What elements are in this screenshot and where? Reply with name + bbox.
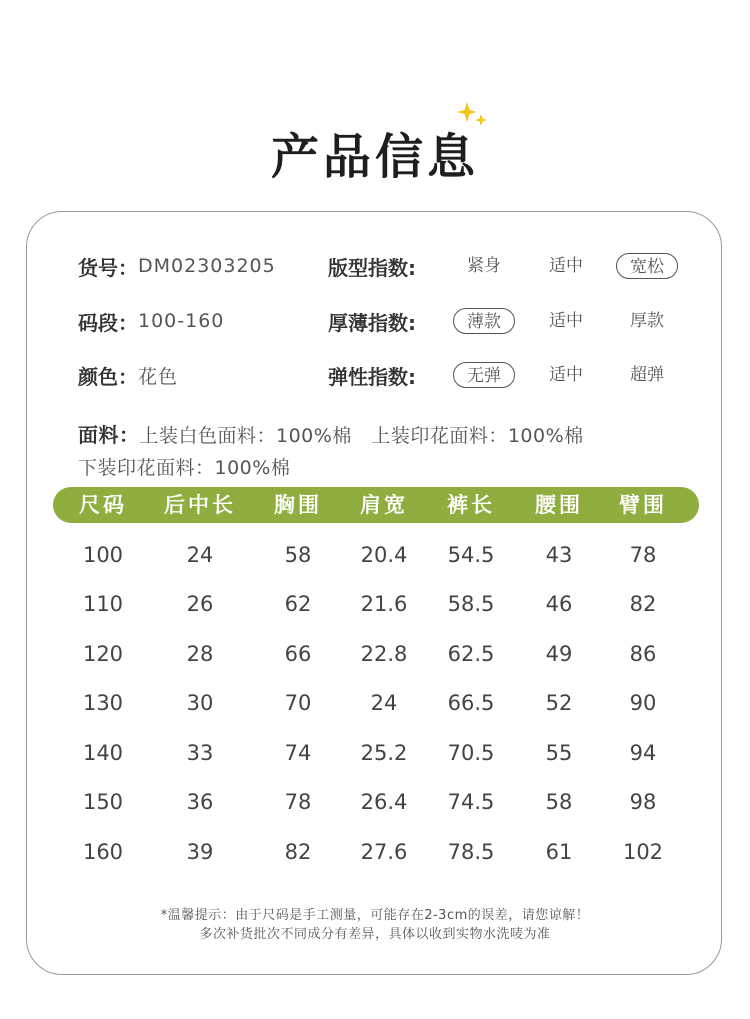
table-cell-shoulder: 27.6 bbox=[360, 840, 408, 864]
thickness-option-regular: 适中 bbox=[549, 311, 583, 331]
table-cell-arm: 102 bbox=[622, 840, 664, 864]
table-cell-chest: 74 bbox=[284, 741, 312, 765]
table-cell-chest: 70 bbox=[284, 691, 312, 715]
table-cell-size: 100 bbox=[82, 543, 124, 567]
size-range-row bbox=[78, 306, 224, 336]
size-range-value: 100-160 bbox=[138, 310, 225, 332]
table-cell-chest: 62 bbox=[284, 592, 312, 616]
thickness-index-row bbox=[328, 306, 416, 336]
table-cell-pants-length: 66.5 bbox=[447, 691, 495, 715]
table-cell-chest: 82 bbox=[284, 840, 312, 864]
item-no-value: DM02303205 bbox=[138, 255, 276, 277]
table-cell-back-length: 30 bbox=[186, 691, 214, 715]
table-cell-arm: 78 bbox=[629, 543, 657, 567]
fit-option-regular: 适中 bbox=[549, 256, 583, 276]
table-cell-size: 160 bbox=[82, 840, 124, 864]
table-cell-back-length: 24 bbox=[186, 543, 214, 567]
page-title: 产品信息 bbox=[270, 129, 479, 185]
fabric-label: 面料： bbox=[78, 423, 140, 447]
table-cell-pants-length: 58.5 bbox=[447, 592, 495, 616]
sparkle-icon bbox=[455, 100, 491, 132]
table-cell-size: 130 bbox=[82, 691, 124, 715]
header-size: 尺码 bbox=[79, 493, 127, 517]
table-cell-chest: 58 bbox=[284, 543, 312, 567]
table-cell-pants-length: 70.5 bbox=[447, 741, 495, 765]
table-cell-waist: 49 bbox=[545, 642, 573, 666]
table-cell-pants-length: 54.5 bbox=[447, 543, 495, 567]
table-cell-arm: 90 bbox=[629, 691, 657, 715]
color-row bbox=[78, 360, 178, 390]
fit-index-row bbox=[328, 251, 416, 281]
elasticity-index-label: 弹性指数: bbox=[328, 364, 416, 389]
elasticity-option-none-selected: 无弹 bbox=[453, 362, 515, 388]
table-cell-waist: 52 bbox=[545, 691, 573, 715]
table-cell-shoulder: 22.8 bbox=[360, 642, 408, 666]
table-cell-shoulder: 20.4 bbox=[360, 543, 408, 567]
fit-option-tight: 紧身 bbox=[467, 256, 501, 276]
fit-option-loose-selected: 宽松 bbox=[616, 253, 678, 279]
table-cell-back-length: 28 bbox=[186, 642, 214, 666]
table-cell-shoulder: 21.6 bbox=[360, 592, 408, 616]
table-cell-shoulder: 25.2 bbox=[360, 741, 408, 765]
color-value: 花色 bbox=[138, 365, 179, 388]
thickness-option-thin-selected: 薄款 bbox=[453, 308, 515, 334]
table-cell-arm: 86 bbox=[629, 642, 657, 666]
elasticity-index-row bbox=[328, 360, 416, 390]
header-arm: 臂围 bbox=[619, 493, 667, 517]
table-cell-shoulder: 24 bbox=[370, 691, 398, 715]
table-cell-waist: 46 bbox=[545, 592, 573, 616]
elasticity-option-regular: 适中 bbox=[549, 365, 583, 385]
table-cell-arm: 98 bbox=[629, 790, 657, 814]
fabric-line-1 bbox=[78, 419, 584, 448]
table-cell-size: 110 bbox=[82, 592, 124, 616]
item-no-label: 货号： bbox=[78, 255, 138, 280]
thickness-index-label: 厚薄指数: bbox=[328, 310, 416, 335]
header-shoulder: 肩宽 bbox=[360, 493, 408, 517]
elasticity-option-super: 超弹 bbox=[630, 365, 664, 385]
header-waist: 腰围 bbox=[535, 493, 583, 517]
header-back-length: 后中长 bbox=[164, 493, 236, 517]
table-cell-size: 150 bbox=[82, 790, 124, 814]
table-cell-waist: 61 bbox=[545, 840, 573, 864]
fit-index-label: 版型指数: bbox=[328, 255, 416, 280]
table-cell-waist: 43 bbox=[545, 543, 573, 567]
tip-note-line-2: 多次补货批次不同成分有差异，具体以收到实物水洗唛为准 bbox=[199, 927, 551, 942]
tip-note-line-1: *温馨提示：由于尺码是手工测量，可能存在2-3cm的误差，请您谅解！ bbox=[160, 908, 590, 923]
table-cell-back-length: 36 bbox=[186, 790, 214, 814]
table-cell-pants-length: 62.5 bbox=[447, 642, 495, 666]
table-cell-back-length: 39 bbox=[186, 840, 214, 864]
thickness-option-thick: 厚款 bbox=[630, 311, 664, 331]
table-cell-chest: 78 bbox=[284, 790, 312, 814]
color-label: 颜色： bbox=[78, 364, 138, 389]
table-cell-waist: 58 bbox=[545, 790, 573, 814]
table-cell-chest: 66 bbox=[284, 642, 312, 666]
fabric-text-1: 上装白色面料：100%棉 上装印花面料：100%棉 bbox=[139, 425, 584, 447]
table-cell-shoulder: 26.4 bbox=[360, 790, 408, 814]
table-cell-back-length: 26 bbox=[186, 592, 214, 616]
table-cell-pants-length: 74.5 bbox=[447, 790, 495, 814]
table-cell-pants-length: 78.5 bbox=[447, 840, 495, 864]
item-no-row bbox=[78, 251, 276, 281]
header-pants-length: 裤长 bbox=[447, 493, 495, 517]
size-table-header bbox=[53, 487, 699, 523]
size-range-label: 码段： bbox=[78, 310, 138, 335]
table-cell-size: 120 bbox=[82, 642, 124, 666]
header-chest: 胸围 bbox=[274, 493, 322, 517]
table-cell-waist: 55 bbox=[545, 741, 573, 765]
table-cell-arm: 82 bbox=[629, 592, 657, 616]
table-cell-back-length: 33 bbox=[186, 741, 214, 765]
table-cell-arm: 94 bbox=[629, 741, 657, 765]
fabric-text-2: 下装印花面料：100%棉 bbox=[78, 457, 291, 479]
table-cell-size: 140 bbox=[82, 741, 124, 765]
